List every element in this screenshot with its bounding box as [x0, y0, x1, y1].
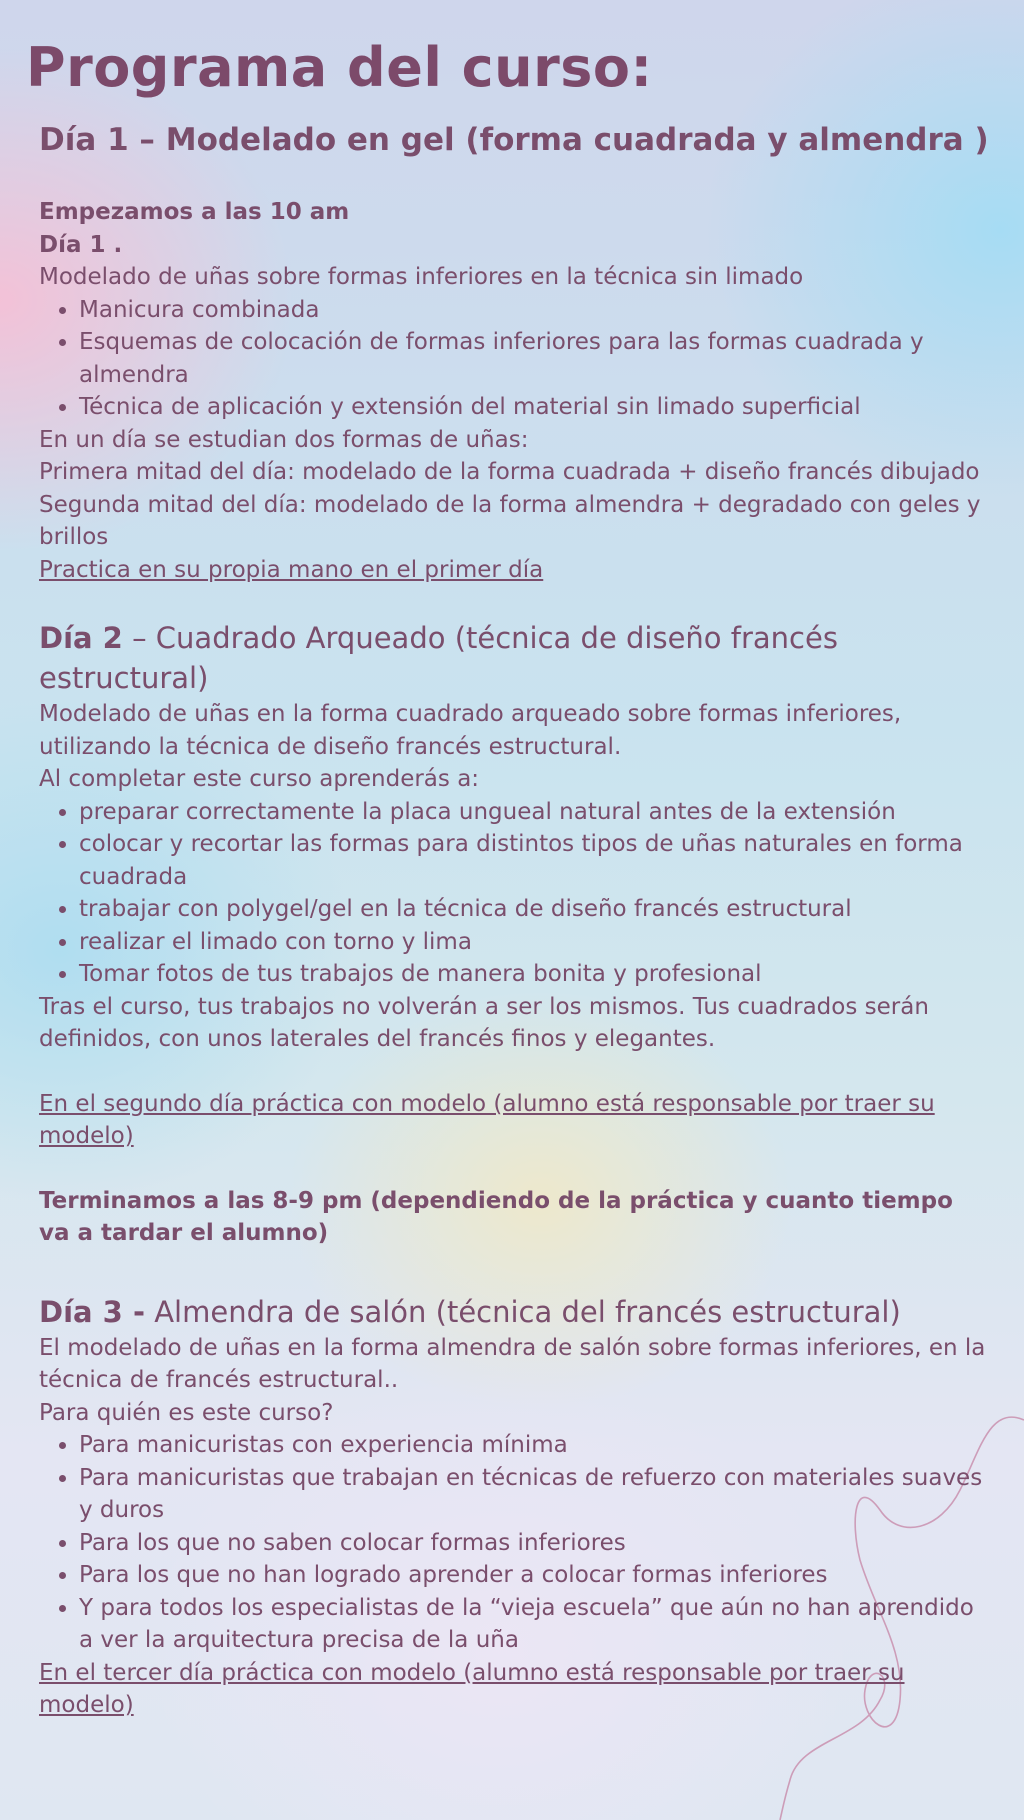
day3-heading [39, 1292, 989, 1332]
day2-learn-label: Al completar este curso aprenderás a: [39, 766, 480, 792]
day1-line: Primera mitad del día: modelado de la forma cuadrada + diseño francés dibujado [39, 459, 980, 485]
list-item: • Y para todos los especialistas de la “vieja escuela” que aún no han aprendido a ver la arquitectura precisa de la uña [79, 1592, 989, 1657]
day1-line: En un día se estudian dos formas de uñas: [39, 426, 529, 453]
day2-practice-note: En el segundo día práctica con modelo (alumno está responsable por traer su modelo) [39, 1090, 935, 1149]
course-program [39, 120, 989, 1722]
list-item: • Para manicuristas con experiencia mínima [79, 1429, 989, 1462]
day2-intro: Modelado de uñas en la forma cuadrado arqueado sobre formas inferiores, utilizando la técnica de diseño francés estructural. [39, 701, 902, 760]
day1-line: Segunda mitad del día: modelado de la forma almendra + degradado con geles y brillos [39, 491, 981, 550]
day3-title: Almendra de salón (técnica del francés estructural) [145, 1294, 901, 1329]
day3-bullet-list [39, 1429, 989, 1657]
list-item: • Para los que no han logrado aprender a colocar formas inferiores [79, 1559, 989, 1592]
list-item: • Para manicuristas que trabajan en técnicas de refuerzo con materiales suaves y duros [79, 1462, 989, 1527]
day3-number: Día 3 - [39, 1294, 145, 1329]
list-item: • Tomar fotos de tus trabajos de manera bonita y profesional [79, 958, 989, 991]
spacer [39, 586, 989, 618]
list-item: • Técnica de aplicación y extensión del material sin limado superficial [79, 391, 989, 424]
list-item: • Esquemas de colocación de formas inferiores para las formas cuadrada y almendra [79, 326, 989, 391]
list-item: • trabajar con polygel/gel en la técnica de diseño francés estructural [79, 893, 989, 926]
day1-bullet-list [39, 294, 989, 424]
list-item: • realizar el limado con torno y lima [79, 926, 989, 959]
day3-intro: El modelado de uñas en la forma almendra de salón sobre formas inferiores, en la técnica de francés estructural.. [39, 1334, 986, 1393]
day2-after: Tras el curso, tus trabajos no volverán a ser los mismos. Tus cuadrados serán definidos, con unos laterales del francés finos y elegantes. [39, 993, 929, 1052]
list-item: • colocar y recortar las formas para distintos tipos de uñas naturales en forma cuadrada [79, 828, 989, 893]
day2-number: Día 2 [39, 621, 123, 655]
day2-bullet-list [39, 796, 989, 991]
day3-practice-note: En el tercer día práctica con modelo (alumno está responsable por traer su modelo) [39, 1659, 905, 1718]
list-item: • Para los que no saben colocar formas inferiores [79, 1527, 989, 1560]
list-item: • preparar correctamente la placa ungueal natural antes de la extensión [79, 796, 989, 829]
day2-end-time: Terminamos a las 8-9 pm (dependiendo de la práctica y cuanto tiempo va a tardar el alumno) [39, 1187, 953, 1246]
day2-title: – Cuadrado Arqueado (técnica de diseño francés estructural) [39, 621, 838, 695]
day1-practice-note: Practica en su propia mano en el primer día [39, 556, 544, 583]
list-item: • Manicura combinada [79, 294, 989, 327]
spacer [39, 1056, 989, 1088]
spacer [39, 1250, 989, 1292]
day1-label: Día 1 . [39, 231, 123, 258]
day1-intro: Modelado de uñas sobre formas inferiores en la técnica sin limado [39, 264, 804, 290]
day1-start-time: Empezamos a las 10 am [39, 199, 350, 225]
page-title: Programa del curso: [26, 36, 653, 99]
spacer [39, 1153, 989, 1185]
day1-heading: Día 1 – Modelado en gel (forma cuadrada y almendra ) [39, 122, 989, 158]
day3-who-label: Para quién es este curso? [39, 1399, 334, 1426]
day2-heading [39, 618, 989, 698]
